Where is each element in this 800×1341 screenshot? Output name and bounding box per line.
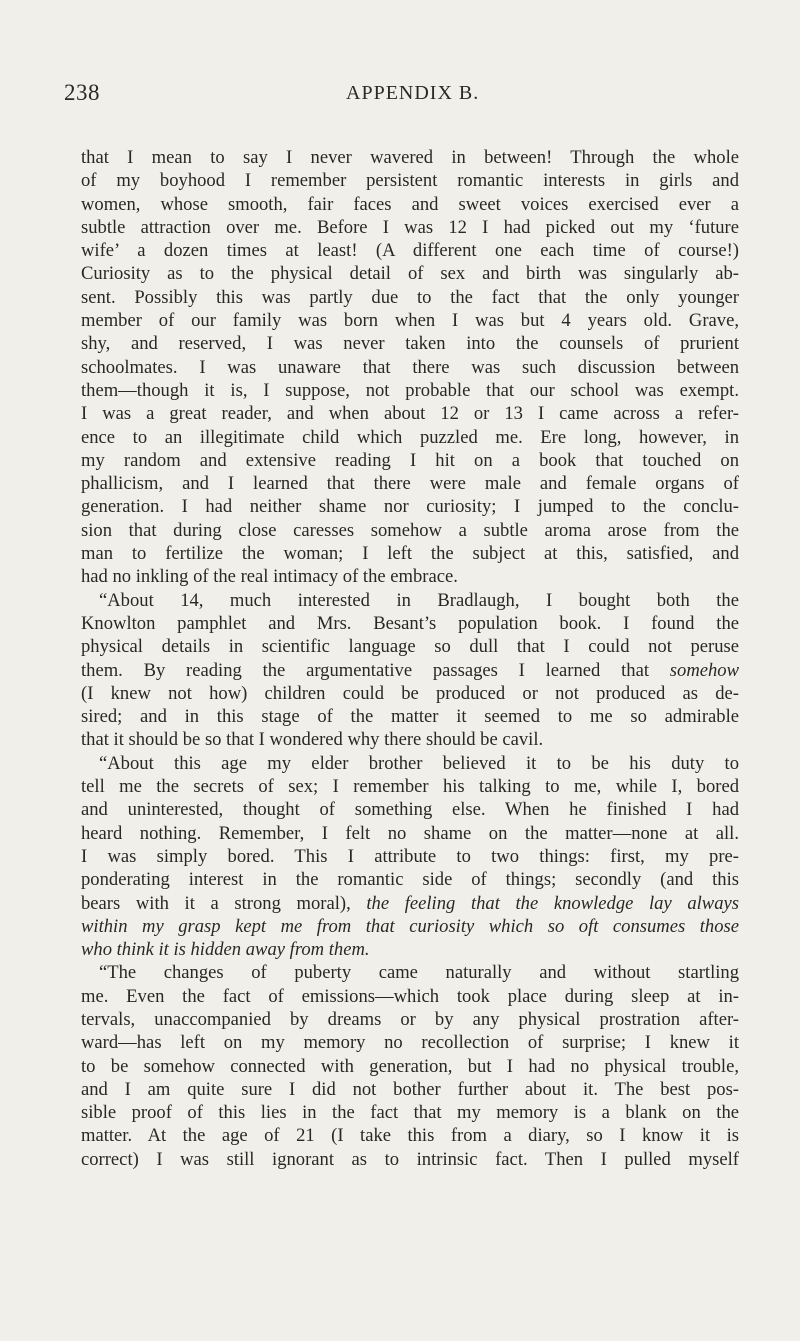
- italic-phrase: the feeling that the knowledge lay always: [366, 892, 739, 914]
- text-line: I was a great reader, and when about 12 or 13 I came across a refer-: [81, 403, 739, 425]
- text-line: member of our family was born when I was but 4 years old. Grave,: [81, 310, 739, 332]
- italic-word: somehow: [669, 659, 739, 681]
- text-line: correct) I was still ignorant as to intrinsic fact. Then I pulled myself: [81, 1148, 739, 1170]
- text-line: wife’ a dozen times at least! (A different one each time of course!): [81, 240, 739, 262]
- text-segment: bears with it a strong moral),: [81, 892, 351, 914]
- text-line: sired; and in this stage of the matter it seemed to me so admirable: [81, 706, 739, 728]
- text-line: phallicism, and I learned that there were male and female organs of: [81, 473, 739, 495]
- text-line: “About 14, much interested in Bradlaugh, I bought both the: [99, 589, 739, 611]
- text-line: I was simply bored. This I attribute to two things: first, my pre-: [81, 845, 739, 867]
- text-line: to be somehow connected with generation, but I had no physical trouble,: [81, 1055, 739, 1077]
- text-line: (I knew not how) children could be produced or not produced as de-: [81, 682, 739, 704]
- text-line: who think it is hidden away from them.: [81, 939, 370, 961]
- text-line: schoolmates. I was unaware that there was such discussion between: [81, 356, 739, 378]
- text-line: and uninterested, thought of something else. When he finished I had: [81, 799, 739, 821]
- text-line: heard nothing. Remember, I felt no shame on the matter—none at all.: [81, 822, 739, 844]
- text-segment: them. By reading the argumentative passages I learned that: [81, 659, 649, 681]
- text-line: Curiosity as to the physical detail of sex and birth was singularly ab-: [81, 263, 739, 285]
- text-line: tell me the secrets of sex; I remember his talking to me, while I, bored: [81, 776, 739, 798]
- text-line: that it should be so that I wondered why there should be cavil.: [81, 729, 544, 751]
- text-line: sion that during close caresses somehow a subtle aroma arose from the: [81, 519, 739, 541]
- text-line: “The changes of puberty came naturally and without startling: [99, 962, 739, 984]
- text-line: ence to an illegitimate child which puzzled me. Ere long, however, in: [81, 426, 739, 448]
- text-line: of my boyhood I remember persistent romantic interests in girls and: [81, 170, 739, 192]
- text-line: man to fertilize the woman; I left the subject at this, satisfied, and: [81, 543, 739, 565]
- text-line: Knowlton pamphlet and Mrs. Besant’s population book. I found the: [81, 612, 739, 634]
- page-number: 238: [64, 80, 100, 105]
- body-text: [81, 146, 739, 1171]
- text-line: had no inkling of the real intimacy of the embrace.: [81, 566, 458, 588]
- text-line: them—though it is, I suppose, not probable that our school was exempt.: [81, 379, 739, 401]
- text-line: “About this age my elder brother believed it to be his duty to: [99, 752, 739, 774]
- text-line: within my grasp kept me from that curiosity which so oft consumes those: [81, 915, 739, 937]
- text-line: [81, 659, 739, 682]
- text-line: sent. Possibly this was partly due to the fact that the only younger: [81, 286, 739, 308]
- text-line: subtle attraction over me. Before I was 12 I had picked out my ‘future: [81, 216, 739, 238]
- text-line: women, whose smooth, fair faces and sweet voices exercised ever a: [81, 193, 739, 215]
- running-head: APPENDIX B.: [346, 82, 480, 104]
- text-line: that I mean to say I never wavered in between! Through the whole: [81, 147, 739, 168]
- text-line: matter. At the age of 21 (I take this from a diary, so I know it is: [81, 1125, 739, 1147]
- text-line: sible proof of this lies in the fact that my memory is a blank on the: [81, 1102, 739, 1124]
- text-line: physical details in scientific language so dull that I could not peruse: [81, 636, 739, 658]
- text-line: me. Even the fact of emissions—which took place during sleep at in-: [81, 985, 739, 1007]
- text-line: generation. I had neither shame nor curiosity; I jumped to the conclu-: [81, 496, 739, 518]
- text-line: shy, and reserved, I was never taken into the counsels of prurient: [81, 333, 739, 355]
- text-line: ponderating interest in the romantic side of things; secondly (and this: [81, 869, 739, 891]
- text-line: my random and extensive reading I hit on a book that touched on: [81, 449, 739, 471]
- text-line: [81, 892, 739, 915]
- text-line: ward—has left on my memory no recollection of surprise; I knew it: [81, 1032, 739, 1054]
- text-line: tervals, unaccompanied by dreams or by any physical prostration after-: [81, 1008, 739, 1030]
- text-line: and I am quite sure I did not bother further about it. The best pos-: [81, 1078, 739, 1100]
